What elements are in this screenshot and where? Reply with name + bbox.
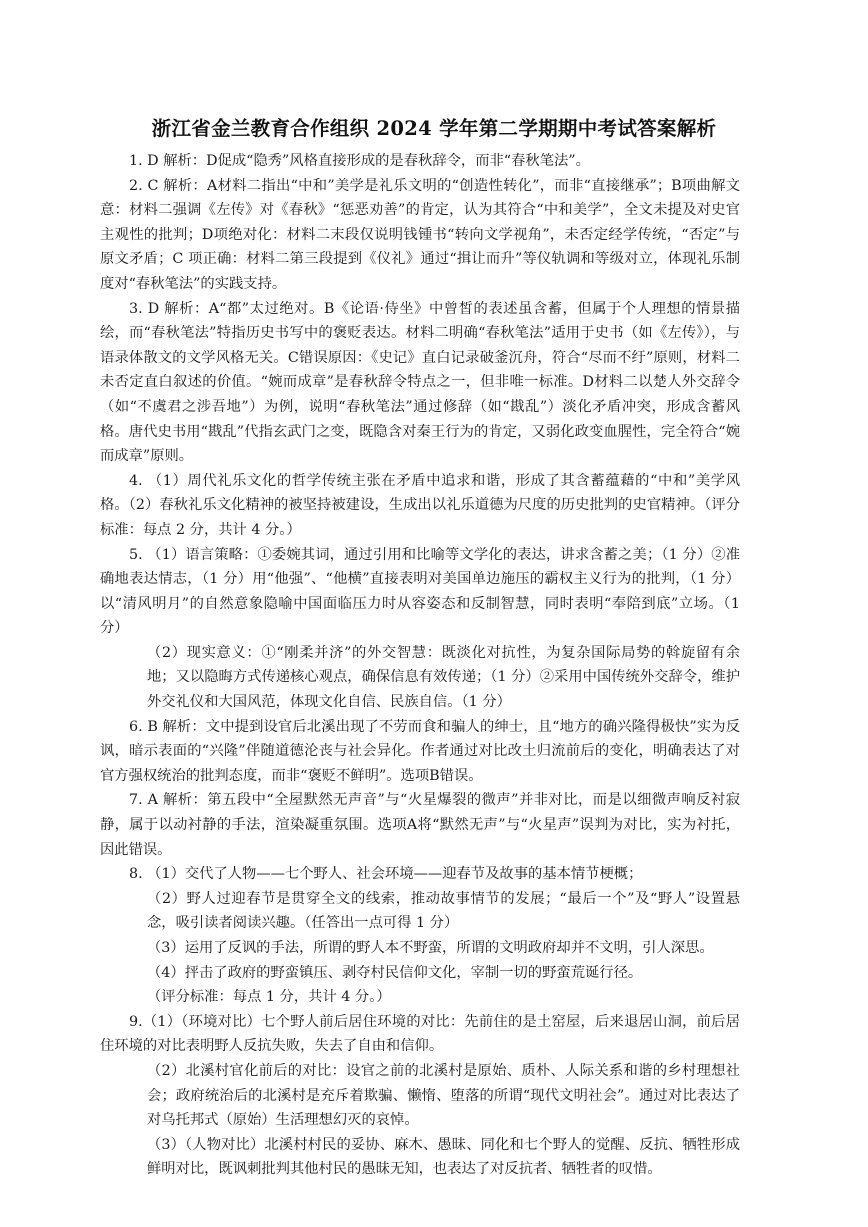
answer-5-part-1: 5. （1）语言策略：①委婉其词，通过引用和比喻等文学化的表达，讲求含蓄之美；（1 分）②准确地表达情志，（1 分）用“他强”、“他横”直接表明对美国单边施压的霸权主义行为的批判，（1 分）以“清风明月”的自然意象隐喻中国面临压力时从容姿态和反制智慧，同时表明“奉陪到底”立场。（1 分） [100,546,740,637]
answer-9-part-1: 9.（1）（环境对比）七个野人前后居住环境的对比：先前住的是土窑屋，后来退居山洞，前后居住环境的对比表明野人反抗失败，失去了自由和信仰。 [100,1013,740,1055]
answer-2: 2. C 解析：A材料二指出“中和”美学是礼乐文明的“创造性转化”，而非“直接继承”；B项曲解文意：材料二强调《左传》对《春秋》“惩恶劝善”的肯定，认为其符合“中和美学”，全文未提及对史官主观性的批判；D项绝对化：材料二末段仅说明钱锺书“转向文学视角”，未否定经学传统，“否定”与原文矛盾；C 项正确：材料二第三段提到《仪礼》通过“揖让而升”等仪轨调和等级对立，体现礼乐制度对“春秋笔法”的实践支持。 [100,177,740,292]
answer-4: 4. （1）周代礼乐文化的哲学传统主张在矛盾中追求和谐，形成了其含蓄蕴藉的“中和”美学风格。（2）春秋礼乐文化精神的被坚持被建设，生成出以礼乐道德为尺度的历史批判的史官精神。（评分标准：每点 2 分，共计 4 分。） [100,472,740,538]
answer-8-scoring: （评分标准：每点 1 分，共计 4 分。） [147,989,391,1006]
answer-8-part-2: （2）野人过迎春节是贯穿全文的线索，推动故事情节的发展；“最后一个”及“野人”设置悬念，吸引读者阅读兴趣。（任答出一点可得 1 分） [147,890,740,932]
answer-5-part-2: （2）现实意义：①“刚柔并济”的外交智慧：既淡化对抗性，为复杂国际局势的斡旋留有余地；又以隐晦方式传递核心观点，确保信息有效传递；（1 分）②采用中国传统外交辞令，维护外交礼仪和大国风范，体现文化自信、民族自信。（1 分） [147,644,740,711]
answer-9-part-2: （2）北溪村官化前后的对比：设官之前的北溪村是原始、质朴、人际关系和谐的乡村理想社会；政府统治后的北溪村是充斥着欺骗、懒惰、堕落的所谓“现代文明社会”。通过对比表达了对乌托邦式（原始）生活理想幻灭的哀悼。 [147,1062,740,1129]
answer-8-part-3: （3）运用了反讽的手法，所谓的野人本不野蛮，所谓的文明政府却并不文明，引人深思。 [147,940,714,956]
document-title: 浙江省金兰教育合作组织 2024 学年第二学期期中考试答案解析 [151,117,717,140]
answer-9-part-3: （3）（人物对比）北溪村村民的妥协、麻木、愚昧、同化和七个野人的觉醒、反抗、牺牲形成鲜明对比，既讽刺批判其他村民的愚昧无知，也表达了对反抗者、牺牲者的叹惜。 [147,1136,740,1178]
answer-1: 1. D 解析：D促成“隐秀”风格直接形成的是春秋辞令，而非“春秋笔法”。 [129,153,590,169]
answer-8-part-4: （4）抨击了政府的野蛮镇压、剥夺村民信仰文化，宰制一切的野蛮荒诞行径。 [147,964,643,981]
answer-6: 6. B 解析：文中提到设官后北溪出现了不劳而食和骗人的绅士，且“地方的确兴隆得极快”实为反讽，暗示表面的“兴隆”伴随道德沦丧与社会异化。作者通过对比改土归流前后的变化，明确表达了对官方强权统治的批判态度，而非“褒贬不鲜明”。选项B错误。 [100,718,740,784]
document-body [100,149,740,1182]
answer-7: 7. A 解析：第五段中“全屋默然无声音”与“火星爆裂的微声”并非对比，而是以细微声响反衬寂静，属于以动衬静的手法，渲染凝重氛围。选项A将“默然无声”与“火星声”误判为对比，实为衬托，因此错误。 [100,792,740,858]
answer-8-part-1: 8. （1）交代了人物——七个野人、社会环境——迎春节及故事的基本情节梗概； [129,866,643,883]
answer-3: 3. D 解析：A“都”太过绝对。B《论语·侍坐》中曾皙的表述虽含蓄，但属于个人理想的情景描绘，而“春秋笔法”特指历史书写中的褒贬表达。材料二明确“春秋笔法”适用于史书（如《左传》），与语录体散文的文学风格无关。C错误原因：《史记》直白记录破釜沉舟，符合“尽而不纡”原则，材料二未否定直白叙述的价值。“婉而成章”是春秋辞令特点之一，但非唯一标准。D材料二以楚人外交辞令（如“不虞君之涉吾地”）为例，说明“春秋笔法”通过修辞（如“戡乱”）淡化矛盾冲突，形成含蓄风格。唐代史书用“戡乱”代指玄武门之变，既隐含对秦王行为的肯定，又弱化政变血腥性，完全符合“婉而成章”原则。 [100,300,740,465]
